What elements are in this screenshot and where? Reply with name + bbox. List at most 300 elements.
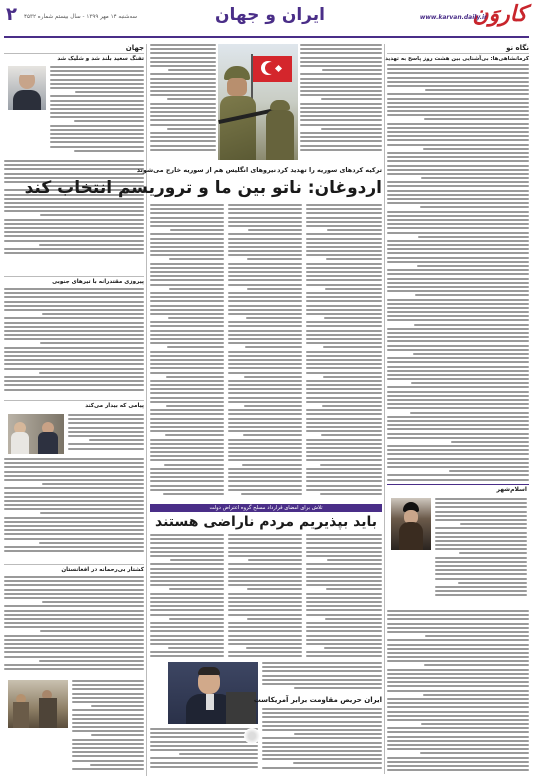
text-line — [300, 132, 382, 134]
text-line — [168, 647, 224, 649]
text-line — [4, 322, 144, 324]
text-line — [228, 372, 302, 374]
text-line — [150, 749, 258, 751]
text-line — [325, 618, 382, 620]
text-line — [39, 542, 144, 544]
text-line — [387, 135, 529, 137]
text-line — [246, 317, 302, 319]
text-line — [306, 597, 382, 599]
text-line — [150, 242, 224, 244]
text-line — [306, 563, 382, 565]
text-line — [150, 580, 224, 582]
text-line — [387, 407, 529, 409]
text-line — [306, 321, 382, 323]
text-line — [150, 455, 224, 457]
text-line — [150, 422, 224, 424]
text-line — [150, 728, 258, 730]
text-line — [4, 593, 144, 595]
text-line — [150, 321, 224, 323]
text-line — [323, 346, 382, 348]
text-line — [326, 588, 382, 590]
text-line — [387, 458, 529, 460]
text-line — [300, 103, 382, 105]
text-line — [150, 547, 224, 549]
text-line — [72, 688, 144, 690]
text-line — [228, 426, 302, 428]
text-line — [387, 160, 529, 162]
text-line — [306, 622, 382, 624]
text-line — [228, 300, 302, 302]
text-line — [387, 336, 529, 338]
text-line — [228, 221, 302, 223]
text-line — [424, 664, 529, 666]
text-line — [4, 504, 144, 506]
text-line — [435, 557, 527, 559]
text-line — [421, 723, 529, 725]
text-line — [4, 664, 144, 666]
text-line — [150, 732, 258, 734]
text-line — [228, 551, 302, 553]
text-line — [169, 288, 225, 290]
text-line — [387, 744, 529, 746]
text-line — [387, 361, 529, 363]
text-line — [387, 366, 529, 368]
text-line — [150, 555, 224, 557]
text-line — [4, 466, 144, 468]
text-line — [50, 129, 144, 131]
text-line — [150, 413, 224, 415]
text-line — [306, 372, 382, 374]
text-line — [228, 576, 302, 578]
text-line — [387, 181, 529, 183]
text-line — [228, 542, 302, 544]
text-line — [150, 384, 224, 386]
text-line — [169, 588, 224, 590]
text-line — [150, 52, 216, 54]
text-line — [167, 98, 216, 100]
text-line — [306, 651, 382, 653]
text-line — [50, 137, 144, 139]
text-line — [228, 597, 302, 599]
main-body-col-1 — [306, 204, 382, 500]
text-line — [294, 733, 382, 735]
text-line — [306, 426, 382, 428]
text-line — [262, 729, 382, 731]
text-line — [40, 512, 144, 514]
text-line — [387, 332, 529, 334]
text-line — [150, 238, 224, 240]
cleric-portrait — [391, 498, 431, 550]
text-line — [150, 538, 224, 540]
text-line — [4, 589, 144, 591]
left-story-3-body-2 — [4, 458, 144, 558]
text-line — [420, 752, 529, 754]
text-line — [300, 61, 382, 63]
text-line — [68, 448, 144, 450]
text-line — [4, 227, 144, 229]
text-line — [150, 111, 216, 113]
text-line — [228, 363, 302, 365]
text-line — [306, 485, 382, 487]
text-line — [228, 626, 302, 628]
text-line — [68, 418, 144, 420]
text-line — [150, 534, 224, 536]
text-line — [387, 68, 529, 70]
text-line — [300, 107, 382, 109]
text-line — [50, 66, 144, 68]
text-line — [425, 635, 529, 637]
text-line — [150, 119, 216, 121]
text-line — [306, 208, 382, 210]
text-line — [387, 395, 529, 397]
text-line — [387, 219, 529, 221]
text-line — [150, 380, 224, 382]
text-line — [228, 380, 302, 382]
text-line — [387, 244, 529, 246]
text-line — [306, 451, 382, 453]
text-line — [72, 684, 144, 686]
text-line — [306, 300, 382, 302]
text-line — [435, 506, 527, 508]
text-line — [150, 439, 224, 441]
text-line — [50, 100, 144, 102]
text-line — [306, 572, 382, 574]
text-line — [306, 639, 382, 641]
text-line — [150, 204, 224, 206]
text-line — [150, 275, 224, 277]
text-line — [228, 534, 302, 536]
text-line — [150, 363, 224, 365]
text-line — [300, 44, 382, 46]
text-line — [4, 389, 144, 391]
text-line — [228, 476, 302, 478]
text-line — [150, 355, 224, 357]
right-story-body — [387, 64, 529, 484]
text-line — [411, 382, 529, 384]
bottom-quote-body — [262, 708, 382, 774]
text-line — [4, 651, 144, 653]
right-box-body — [435, 498, 527, 602]
text-line — [387, 618, 529, 620]
text-line — [228, 330, 302, 332]
text-line — [150, 605, 224, 607]
text-line — [150, 601, 224, 603]
photo-caption-2: نیروهای انگلیس هم از سوریه خارج می‌شوند — [136, 166, 276, 174]
text-line — [387, 644, 529, 646]
text-line — [150, 233, 224, 235]
text-line — [167, 128, 217, 130]
text-line — [89, 439, 144, 441]
text-line — [306, 430, 382, 432]
text-line — [228, 342, 302, 344]
text-line — [306, 534, 382, 536]
text-line — [387, 194, 529, 196]
text-line — [4, 288, 144, 290]
text-line — [458, 582, 527, 584]
text-line — [387, 740, 529, 742]
text-line — [150, 626, 224, 628]
text-line — [228, 334, 302, 336]
text-line — [50, 70, 144, 72]
bottom-headline: باید بپذیریم مردم ناراضی هستند — [155, 514, 377, 530]
text-line — [262, 721, 382, 723]
text-line — [306, 643, 382, 645]
text-line — [387, 152, 529, 154]
text-line — [72, 693, 144, 695]
text-line — [4, 479, 144, 481]
text-line — [4, 656, 144, 658]
text-line — [50, 74, 144, 76]
text-line — [387, 761, 529, 763]
text-line — [72, 709, 144, 711]
text-line — [387, 144, 529, 146]
text-line — [387, 173, 529, 175]
text-line — [68, 443, 144, 445]
text-line — [4, 380, 144, 382]
text-line — [387, 64, 529, 66]
text-line — [150, 576, 224, 578]
text-line — [387, 110, 529, 112]
text-line — [325, 288, 382, 290]
text-line — [306, 605, 382, 607]
text-line — [306, 547, 382, 549]
text-line — [435, 502, 527, 504]
text-line — [300, 52, 382, 54]
text-line — [4, 525, 144, 527]
text-line — [4, 487, 144, 489]
text-line — [387, 328, 529, 330]
text-line — [4, 500, 144, 502]
text-line — [150, 741, 258, 743]
text-line — [150, 635, 224, 637]
soldiers-photo — [218, 44, 298, 160]
right-box-title: اسلام‌شهر — [496, 486, 527, 493]
text-line — [228, 359, 302, 361]
text-line — [387, 660, 529, 662]
text-line — [150, 250, 224, 252]
bottom-strap: تلاش برای امضای قرارداد مسلح گروه اعتراض دولت — [209, 505, 323, 511]
text-line — [387, 462, 529, 464]
text-line — [387, 93, 529, 95]
text-line — [387, 757, 529, 759]
text-line — [387, 736, 529, 738]
text-line — [435, 527, 527, 529]
text-line — [228, 254, 302, 256]
text-line — [387, 123, 529, 125]
text-line — [306, 275, 382, 277]
text-line — [4, 305, 144, 307]
text-line — [4, 597, 144, 599]
text-line — [306, 551, 382, 553]
text-line — [387, 428, 529, 430]
text-line — [68, 422, 144, 424]
text-line — [4, 550, 144, 552]
text-line — [228, 351, 302, 353]
text-line — [4, 576, 144, 578]
text-line — [387, 223, 529, 225]
text-line — [387, 424, 529, 426]
text-line — [435, 565, 527, 567]
text-line — [387, 165, 529, 167]
text-line — [4, 475, 144, 477]
text-line — [228, 309, 302, 311]
text-line — [247, 258, 302, 260]
text-line — [166, 376, 224, 378]
text-line — [306, 422, 382, 424]
text-line — [387, 131, 529, 133]
text-line — [300, 90, 382, 92]
text-line — [306, 351, 382, 353]
text-line — [387, 449, 529, 451]
text-line — [4, 160, 144, 162]
text-line — [300, 82, 382, 84]
text-line — [228, 580, 302, 582]
text-line — [50, 87, 144, 89]
text-line — [435, 519, 527, 521]
text-line — [451, 441, 529, 443]
afghan-photo — [8, 680, 68, 728]
text-line — [300, 115, 382, 117]
text-line — [228, 305, 302, 307]
text-line — [50, 141, 144, 143]
text-line — [306, 313, 382, 315]
left-story-1-body — [50, 66, 144, 156]
text-line — [228, 568, 302, 570]
text-line — [228, 242, 302, 244]
text-line — [387, 669, 529, 671]
text-line — [300, 94, 382, 96]
text-line — [306, 593, 382, 595]
text-line — [228, 238, 302, 240]
text-line — [228, 208, 302, 210]
text-line — [306, 330, 382, 332]
text-line — [150, 351, 224, 353]
section-title: ایران و جهان — [215, 5, 325, 25]
text-line — [300, 111, 382, 113]
text-line — [228, 455, 302, 457]
text-line — [262, 708, 382, 710]
right-column-header: نگاه نو — [387, 44, 529, 54]
text-line — [306, 418, 382, 420]
text-line — [4, 223, 144, 225]
text-line — [42, 483, 144, 485]
text-line — [228, 413, 302, 415]
text-line — [4, 363, 144, 365]
text-line — [228, 489, 302, 491]
text-line — [320, 493, 382, 495]
text-line — [306, 355, 382, 357]
text-line — [306, 388, 382, 390]
text-line — [228, 639, 302, 641]
text-line — [74, 150, 145, 152]
text-line — [150, 94, 216, 96]
text-line — [387, 232, 529, 234]
text-line — [72, 751, 144, 753]
text-line — [387, 282, 529, 284]
text-line — [306, 267, 382, 269]
text-line — [228, 275, 302, 277]
text-line — [4, 164, 144, 166]
text-line — [228, 263, 302, 265]
text-line — [387, 479, 529, 481]
text-line — [306, 254, 382, 256]
text-line — [306, 555, 382, 557]
text-line — [306, 263, 382, 265]
text-line — [387, 303, 529, 305]
text-line — [387, 211, 529, 213]
text-line — [306, 626, 382, 628]
text-line — [150, 563, 224, 565]
text-line — [387, 610, 529, 612]
text-line — [150, 426, 224, 428]
text-line — [228, 485, 302, 487]
text-line — [387, 631, 529, 633]
right-column — [387, 44, 529, 774]
text-line — [262, 670, 382, 672]
text-line — [387, 690, 529, 692]
text-line — [387, 340, 529, 342]
left-story-1-body-2 — [4, 160, 144, 260]
text-line — [4, 173, 144, 175]
text-line — [50, 104, 144, 106]
text-line — [228, 250, 302, 252]
text-line — [306, 363, 382, 365]
text-line — [306, 455, 382, 457]
text-line — [387, 215, 529, 217]
text-line — [72, 739, 144, 741]
text-line — [228, 217, 302, 219]
text-line — [4, 458, 144, 460]
text-line — [423, 148, 530, 150]
text-line — [40, 214, 144, 216]
text-line — [4, 471, 144, 473]
text-line — [150, 225, 224, 227]
text-line — [387, 719, 529, 721]
text-line — [39, 244, 144, 246]
left-story-3-title: پیامی که بیدار می‌کند — [4, 400, 144, 409]
text-line — [72, 760, 144, 762]
text-line — [306, 397, 382, 399]
text-line — [387, 169, 529, 171]
text-line — [228, 422, 302, 424]
meeting-photo — [8, 414, 64, 454]
text-line — [387, 198, 529, 200]
text-line — [150, 124, 216, 126]
text-line — [40, 630, 144, 632]
text-line — [150, 630, 224, 632]
text-line — [387, 185, 529, 187]
text-line — [300, 73, 382, 75]
text-line — [4, 647, 144, 649]
text-line — [424, 118, 529, 120]
text-line — [387, 240, 529, 242]
main-headline: اردوغان: ناتو بین ما و تروریسم انتخاب کند — [24, 178, 382, 198]
text-line — [387, 81, 529, 83]
text-line — [39, 372, 144, 374]
text-line — [50, 125, 144, 127]
text-line — [4, 614, 144, 616]
text-line — [228, 225, 302, 227]
text-line — [72, 730, 144, 732]
main-body-col-2 — [228, 204, 302, 500]
text-line — [410, 412, 529, 414]
text-line — [387, 278, 529, 280]
text-line — [228, 384, 302, 386]
text-line — [387, 420, 529, 422]
text-line — [170, 229, 224, 231]
column-divider-right — [384, 44, 385, 774]
text-line — [150, 44, 216, 46]
